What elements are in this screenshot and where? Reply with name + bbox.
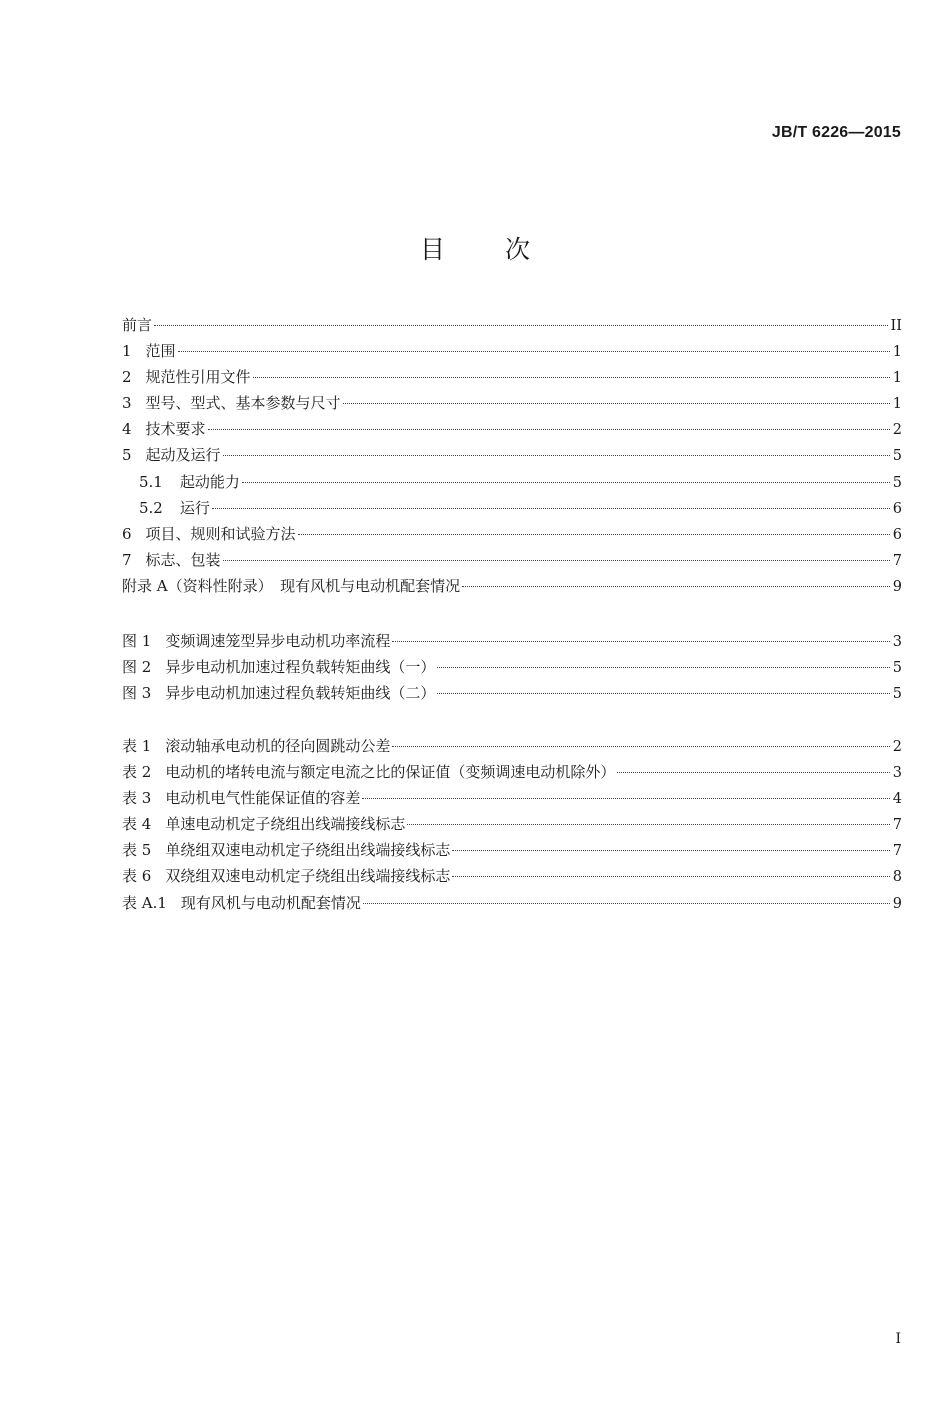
- dot-leader: [242, 481, 890, 483]
- entry-number: 表 2: [122, 763, 152, 782]
- table-entry[interactable]: [122, 733, 902, 759]
- title-char: 次: [505, 235, 531, 264]
- entry-number: 2: [122, 368, 132, 387]
- dot-leader: [212, 507, 890, 509]
- table-entry[interactable]: [122, 890, 902, 916]
- toc-sections: [122, 312, 902, 599]
- entry-label: 异步电动机加速过程负载转矩曲线（一）: [165, 658, 436, 677]
- entry-label: 项目、规则和试验方法: [145, 524, 296, 543]
- standard-code: JB/T 6226—2015: [771, 124, 901, 141]
- dot-leader: [617, 771, 889, 773]
- entry-page: 3: [892, 765, 902, 782]
- dot-leader: [437, 692, 889, 694]
- entry-number: 表 3: [122, 789, 152, 808]
- entry-label: 范围: [145, 342, 176, 361]
- section-entry[interactable]: [122, 442, 902, 468]
- entry-page: 5: [892, 686, 902, 703]
- entry-label: （资料性附录） 现有风机与电动机配套情况: [167, 576, 461, 595]
- dot-leader: [392, 745, 889, 747]
- dot-leader: [452, 875, 889, 877]
- entry-page: 6: [892, 500, 902, 517]
- dot-leader: [178, 350, 890, 352]
- entry-number: 图 2: [122, 658, 152, 677]
- entry-label: 技术要求: [145, 420, 206, 439]
- table-entry[interactable]: [122, 811, 902, 837]
- entry-page: 7: [892, 552, 902, 569]
- entry-page: 1: [892, 344, 902, 361]
- entry-label: 现有风机与电动机配套情况: [180, 893, 361, 912]
- entry-page: 5: [892, 448, 902, 465]
- entry-page: 5: [892, 660, 902, 677]
- entry-number: 表 5: [122, 841, 152, 860]
- entry-label: 起动能力: [179, 472, 240, 491]
- entry-number: 4: [122, 420, 132, 439]
- entry-label: 运行: [179, 498, 210, 517]
- section-entry[interactable]: [122, 416, 902, 442]
- dot-leader: [223, 454, 890, 456]
- entry-number: 5.2: [139, 498, 163, 517]
- table-entry[interactable]: [122, 785, 902, 811]
- section-entry[interactable]: [122, 312, 902, 338]
- toc-tables: [122, 733, 902, 916]
- entry-page: 4: [892, 791, 902, 808]
- entry-number: 6: [122, 524, 132, 543]
- entry-number: 表 6: [122, 867, 152, 886]
- entry-page: 7: [892, 817, 902, 834]
- entry-page: 9: [892, 895, 902, 912]
- entry-page: 8: [892, 869, 902, 886]
- table-entry[interactable]: [122, 837, 902, 863]
- entry-number: 表 4: [122, 815, 152, 834]
- figure-entry[interactable]: [122, 680, 902, 706]
- section-entry[interactable]: [122, 364, 902, 390]
- entry-label: 电动机的堵转电流与额定电流之比的保证值（变频调速电动机除外）: [165, 763, 616, 782]
- section-entry[interactable]: [122, 521, 902, 547]
- entry-page: 1: [892, 396, 902, 413]
- entry-page: 7: [892, 843, 902, 860]
- dot-leader: [208, 428, 890, 430]
- dot-leader: [362, 797, 889, 799]
- entry-label: 标志、包装: [145, 550, 221, 569]
- entry-number: 5: [122, 446, 132, 465]
- dot-leader: [343, 402, 890, 404]
- entry-label: 单速电动机定子绕组出线端接线标志: [165, 815, 406, 834]
- section-entry[interactable]: [122, 469, 902, 495]
- entry-page: 2: [892, 422, 902, 439]
- dot-leader: [298, 533, 890, 535]
- table-entry[interactable]: [122, 863, 902, 889]
- entry-label: 起动及运行: [145, 446, 221, 465]
- section-entry[interactable]: [122, 573, 902, 599]
- entry-page: 2: [892, 739, 902, 755]
- entry-number: 表 A.1: [122, 893, 167, 912]
- title-char: 目: [419, 235, 445, 264]
- entry-label: 型号、型式、基本参数与尺寸: [145, 394, 341, 413]
- entry-label: 单绕组双速电动机定子绕组出线端接线标志: [165, 841, 451, 860]
- entry-label: 滚动轴承电动机的径向圆跳动公差: [165, 737, 391, 755]
- entry-number: 5.1: [139, 472, 163, 491]
- entry-label: 前言: [122, 316, 153, 334]
- figure-entry[interactable]: [122, 628, 902, 654]
- dot-leader: [462, 585, 890, 587]
- entry-number: 附录 A: [122, 576, 168, 595]
- section-entry[interactable]: [122, 495, 902, 521]
- entry-label: 规范性引用文件: [145, 368, 251, 387]
- section-entry[interactable]: [122, 338, 902, 364]
- dot-leader: [392, 640, 889, 642]
- table-entry[interactable]: [122, 759, 902, 785]
- entry-page: II: [890, 318, 902, 334]
- entry-number: 3: [122, 394, 132, 413]
- figure-entry[interactable]: [122, 654, 902, 680]
- entry-page: 9: [892, 578, 902, 595]
- entry-label: 电动机电气性能保证值的容差: [165, 789, 361, 808]
- entry-page: 6: [892, 526, 902, 543]
- entry-page: 3: [892, 634, 902, 650]
- dot-leader: [437, 666, 889, 668]
- entry-page: 1: [892, 370, 902, 387]
- dot-leader: [363, 902, 890, 904]
- dot-leader: [154, 324, 888, 326]
- entry-page: 5: [892, 474, 902, 491]
- section-entry[interactable]: [122, 547, 902, 573]
- dot-leader: [452, 849, 889, 851]
- toc-figures: [122, 628, 902, 706]
- page-number: I: [895, 1331, 901, 1347]
- section-entry[interactable]: [122, 390, 902, 416]
- entry-number: 表 1: [122, 737, 152, 755]
- entry-number: 图 1: [122, 632, 152, 650]
- page-title: [0, 230, 950, 266]
- entry-number: 7: [122, 550, 132, 569]
- dot-leader: [407, 823, 889, 825]
- entry-number: 1: [122, 342, 132, 361]
- dot-leader: [223, 559, 890, 561]
- entry-label: 双绕组双速电动机定子绕组出线端接线标志: [165, 867, 451, 886]
- entry-label: 异步电动机加速过程负载转矩曲线（二）: [165, 684, 436, 703]
- entry-label: 变频调速笼型异步电动机功率流程: [165, 632, 391, 650]
- dot-leader: [253, 376, 890, 378]
- entry-number: 图 3: [122, 684, 152, 703]
